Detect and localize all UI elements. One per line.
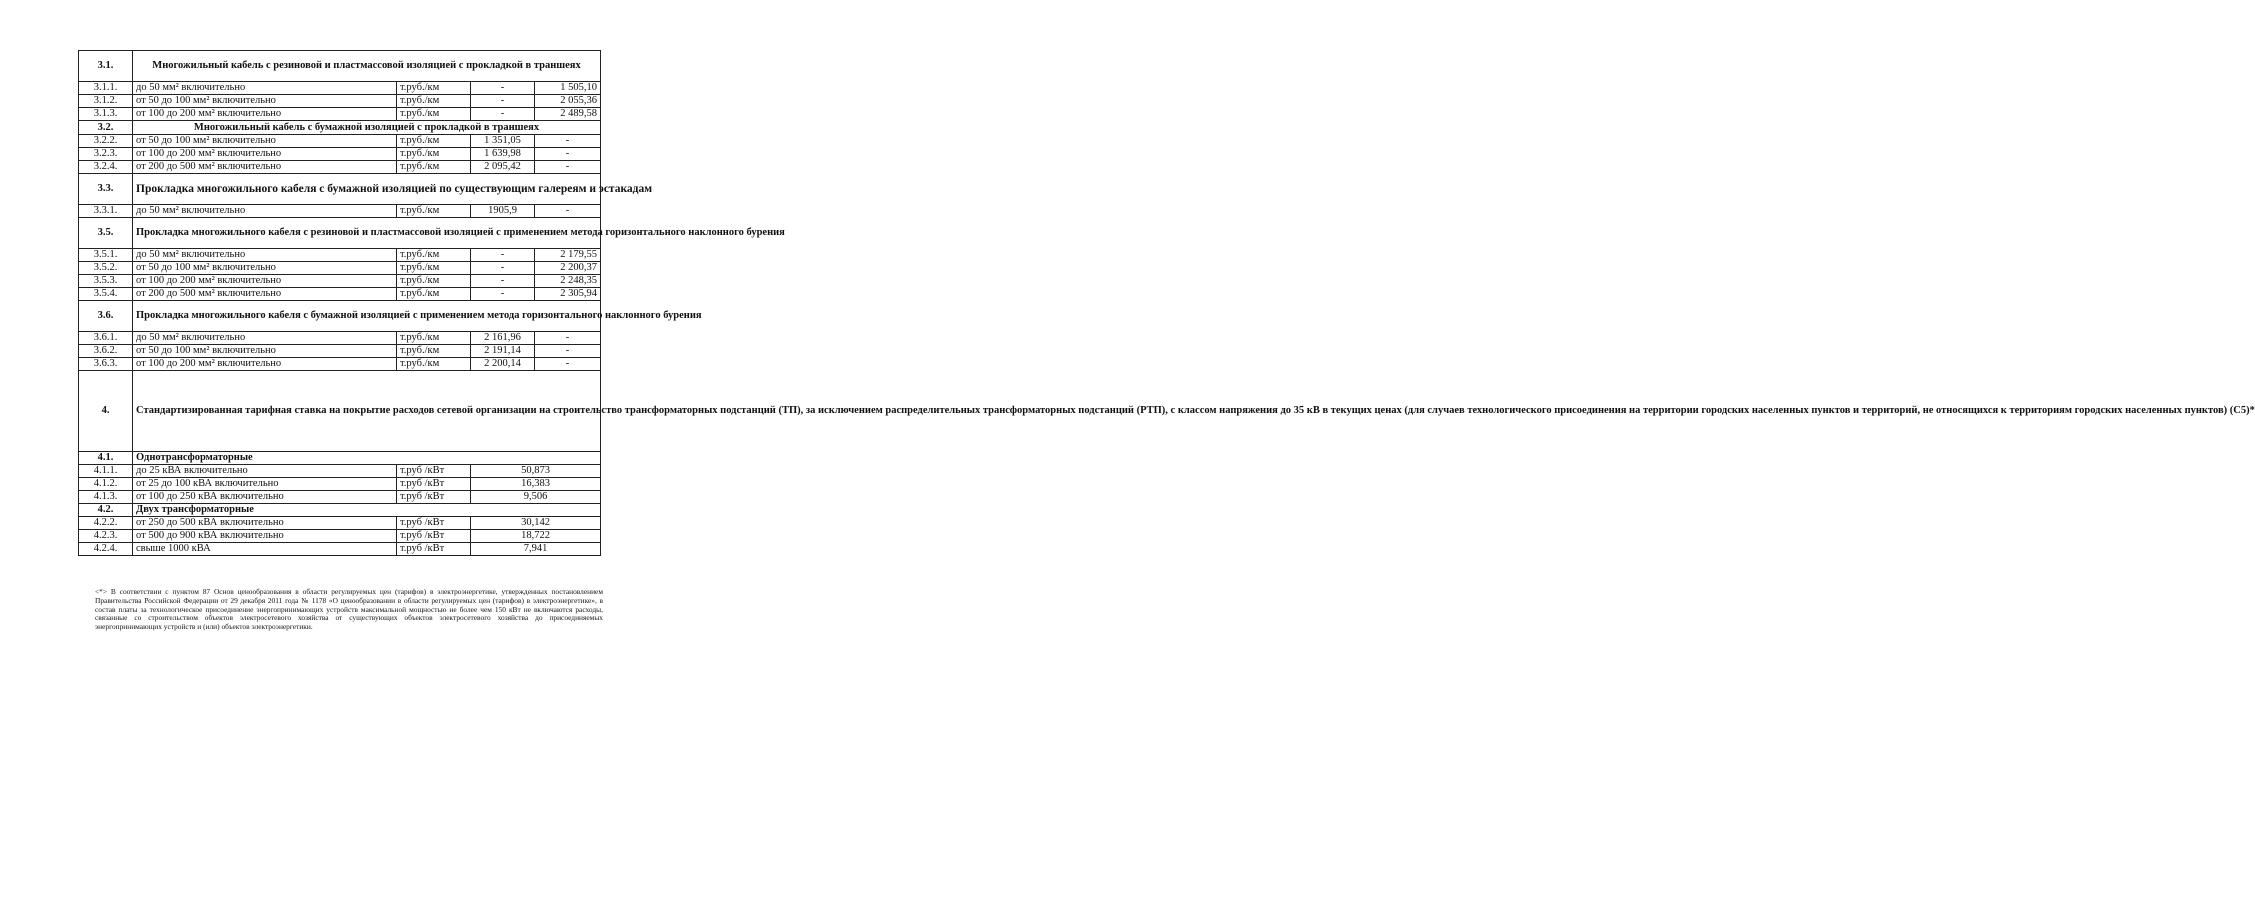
table-row	[79, 135, 601, 148]
table-row	[79, 358, 601, 371]
row-name: до 50 мм² включительно	[133, 249, 397, 262]
row-code: 3.2.2.	[79, 135, 133, 148]
section-code: 3.5.	[79, 218, 133, 249]
section-code: 3.2.	[79, 121, 133, 135]
section-code: 3.6.	[79, 301, 133, 332]
row-code: 3.3.1.	[79, 205, 133, 218]
row-value-1: -	[471, 262, 535, 275]
subsection-code: 4.2.	[79, 504, 133, 517]
row-value-2: -	[535, 358, 601, 371]
row-value-2: 2 055,36	[535, 95, 601, 108]
row-name: от 50 до 100 мм² включительно	[133, 262, 397, 275]
row-unit: т.руб./км	[397, 161, 471, 174]
row-code: 3.1.2.	[79, 95, 133, 108]
row-value-1: -	[471, 275, 535, 288]
row-code: 3.6.2.	[79, 345, 133, 358]
footnote: <*> В соответствии с пунктом 87 Основ ценообразования в области регулируемых цен (тарифов) в электроэнергетике, утвержденных постановлением Правительства Российской Федерации от 29 декабря 2011 года № 1178 «О ценообразовании в области регулируемых цен (тарифов) в электроэнергетике», в состав платы за технологическое присоединение энергопринимающих устройств максимальной мощностью не более чем 150 кВт не включаются расходы, связанные со строительством объектов электросетевого хозяйства от существующих объектов электросетевого хозяйства до присоединяемых энергопринимающих устройств и (или) объектов электроэнергетики.	[95, 587, 603, 632]
row-name: от 50 до 100 мм² включительно	[133, 95, 397, 108]
row-unit: т.руб /кВт	[397, 465, 471, 478]
row-unit: т.руб./км	[397, 345, 471, 358]
section-title: Прокладка многожильного кабеля с бумажной изоляцией с применением метода горизонтального наклонного бурения	[133, 301, 601, 332]
table-row	[79, 148, 601, 161]
row-value: 50,873	[471, 465, 601, 478]
table-row	[79, 95, 601, 108]
row-name: от 50 до 100 мм² включительно	[133, 345, 397, 358]
row-name: от 100 до 250 кВА включительно	[133, 491, 397, 504]
row-value-2: -	[535, 148, 601, 161]
row-code: 3.2.3.	[79, 148, 133, 161]
row-code: 3.6.3.	[79, 358, 133, 371]
subsection-title: Двух трансформаторные	[133, 504, 601, 517]
row-value-1: 2 200,14	[471, 358, 535, 371]
row-value-1: -	[471, 249, 535, 262]
table-row	[79, 465, 601, 478]
row-name: от 100 до 200 мм² включительно	[133, 275, 397, 288]
row-code: 3.5.4.	[79, 288, 133, 301]
section-title: Прокладка многожильного кабеля с бумажной изоляцией по существующим галереям и эстакадам	[133, 174, 601, 205]
row-value-1: 2 191,14	[471, 345, 535, 358]
row-code: 4.1.3.	[79, 491, 133, 504]
row-code: 4.2.3.	[79, 530, 133, 543]
row-unit: т.руб./км	[397, 205, 471, 218]
row-unit: т.руб./км	[397, 275, 471, 288]
row-code: 4.1.2.	[79, 478, 133, 491]
row-code: 3.6.1.	[79, 332, 133, 345]
row-name: от 100 до 200 мм² включительно	[133, 148, 397, 161]
row-value-2: -	[535, 205, 601, 218]
row-name: от 100 до 200 мм² включительно	[133, 358, 397, 371]
row-name: от 250 до 500 кВА включительно	[133, 517, 397, 530]
row-unit: т.руб./км	[397, 288, 471, 301]
table-row	[79, 517, 601, 530]
table-row	[79, 530, 601, 543]
row-unit: т.руб./км	[397, 249, 471, 262]
section-title: Многожильный кабель с бумажной изоляцией с прокладкой в траншеях	[133, 121, 601, 135]
row-value-1: -	[471, 82, 535, 95]
row-code: 3.5.1.	[79, 249, 133, 262]
subsection-code: 4.1.	[79, 452, 133, 465]
row-code: 3.1.3.	[79, 108, 133, 121]
table-row	[79, 345, 601, 358]
row-value: 9,506	[471, 491, 601, 504]
table-row	[79, 275, 601, 288]
row-value-1: 1 351,05	[471, 135, 535, 148]
row-name: свыше 1000 кВА	[133, 543, 397, 556]
row-unit: т.руб /кВт	[397, 530, 471, 543]
row-value-1: -	[471, 95, 535, 108]
row-name: от 200 до 500 мм² включительно	[133, 288, 397, 301]
section-header-row	[79, 121, 601, 135]
row-unit: т.руб./км	[397, 148, 471, 161]
row-code: 4.2.4.	[79, 543, 133, 556]
row-unit: т.руб./км	[397, 262, 471, 275]
row-name: от 50 до 100 мм² включительно	[133, 135, 397, 148]
subsection-row	[79, 504, 601, 517]
row-unit: т.руб./км	[397, 95, 471, 108]
section-title: Стандартизированная тарифная ставка на покрытие расходов сетевой организации на строительство трансформаторных подстанций (ТП), за исключением распределительных трансформаторных подстанций (РТП), с классом напряжения до 35 кВ в текущих ценах (для случаев технологического присоединения на территории городских населенных пунктов и территорий, не относящихся к территориям городских населенных пунктов) (С5)*	[133, 371, 601, 452]
row-value-2: 2 489,58	[535, 108, 601, 121]
row-value: 7,941	[471, 543, 601, 556]
row-value-2: 2 200,37	[535, 262, 601, 275]
row-unit: т.руб./км	[397, 135, 471, 148]
table-row	[79, 82, 601, 95]
row-name: от 200 до 500 мм² включительно	[133, 161, 397, 174]
row-code: 3.5.3.	[79, 275, 133, 288]
row-name: от 500 до 900 кВА включительно	[133, 530, 397, 543]
section-code: 3.1.	[79, 51, 133, 82]
row-value-1: 1905,9	[471, 205, 535, 218]
table-row	[79, 288, 601, 301]
table-row	[79, 478, 601, 491]
row-name: от 25 до 100 кВА включительно	[133, 478, 397, 491]
row-value-2: -	[535, 135, 601, 148]
row-value-2: -	[535, 345, 601, 358]
row-code: 3.5.2.	[79, 262, 133, 275]
row-value-1: 2 095,42	[471, 161, 535, 174]
row-name: до 25 кВА включительно	[133, 465, 397, 478]
row-value-2: -	[535, 161, 601, 174]
row-value-1: 2 161,96	[471, 332, 535, 345]
row-unit: т.руб /кВт	[397, 517, 471, 530]
row-code: 3.2.4.	[79, 161, 133, 174]
row-unit: т.руб /кВт	[397, 543, 471, 556]
row-unit: т.руб./км	[397, 82, 471, 95]
row-name: от 100 до 200 мм² включительно	[133, 108, 397, 121]
row-name: до 50 мм² включительно	[133, 332, 397, 345]
row-value-2: 2 305,94	[535, 288, 601, 301]
row-unit: т.руб /кВт	[397, 491, 471, 504]
row-value-2: 2 248,35	[535, 275, 601, 288]
subsection-title: Однотрансформаторные	[133, 452, 601, 465]
row-unit: т.руб./км	[397, 108, 471, 121]
section-title: Многожильный кабель с резиновой и пластмассовой изоляцией с прокладкой в траншеях	[133, 51, 601, 82]
section-header-row	[79, 301, 601, 332]
section-header-row	[79, 218, 601, 249]
row-code: 3.1.1.	[79, 82, 133, 95]
row-name: до 50 мм² включительно	[133, 205, 397, 218]
table-row	[79, 161, 601, 174]
row-value-2: -	[535, 332, 601, 345]
row-code: 4.1.1.	[79, 465, 133, 478]
row-value: 18,722	[471, 530, 601, 543]
table-row	[79, 491, 601, 504]
table-row	[79, 249, 601, 262]
row-value-1: -	[471, 288, 535, 301]
table-row	[79, 205, 601, 218]
subsection-row	[79, 452, 601, 465]
table-row	[79, 332, 601, 345]
section-title: Прокладка многожильного кабеля с резиновой и пластмассовой изоляцией с применением метода горизонтального наклонного бурения	[133, 218, 601, 249]
section-code: 4.	[79, 371, 133, 452]
section-code: 3.3.	[79, 174, 133, 205]
row-value-2: 1 505,10	[535, 82, 601, 95]
row-unit: т.руб./км	[397, 358, 471, 371]
row-value-1: 1 639,98	[471, 148, 535, 161]
row-unit: т.руб /кВт	[397, 478, 471, 491]
section-header-row	[79, 174, 601, 205]
tariff-table	[78, 50, 2255, 556]
row-value-2: 2 179,55	[535, 249, 601, 262]
row-name: до 50 мм² включительно	[133, 82, 397, 95]
row-unit: т.руб./км	[397, 332, 471, 345]
row-value: 30,142	[471, 517, 601, 530]
table-row	[79, 262, 601, 275]
section-header-row	[79, 51, 601, 82]
section-header-row	[79, 371, 601, 452]
table-row	[79, 108, 601, 121]
row-value-1: -	[471, 108, 535, 121]
row-code: 4.2.2.	[79, 517, 133, 530]
table-row	[79, 543, 601, 556]
row-value: 16,383	[471, 478, 601, 491]
